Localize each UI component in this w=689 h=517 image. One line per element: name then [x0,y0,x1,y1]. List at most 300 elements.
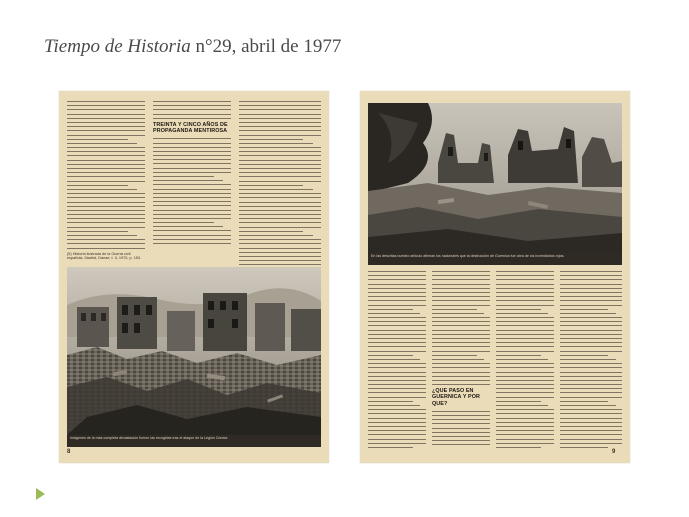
text-line [153,193,231,194]
text-line [368,321,426,322]
text-line [496,367,554,368]
text-line [368,439,426,440]
ruins-photo-svg [67,267,321,435]
text-line [368,422,426,423]
text-line [496,392,554,393]
text-line [239,218,321,219]
magazine-page-right [360,91,630,463]
text-line [560,351,622,352]
text-line [153,197,231,198]
text-line [368,401,413,402]
text-line [239,206,321,207]
text-line [368,279,426,280]
text-line [368,413,426,414]
text-line [67,176,145,177]
text-line [432,411,490,412]
text-line [239,172,321,173]
text-line [239,239,321,240]
text-line [67,160,145,161]
slide-title-rest: n°29, abril de 1977 [190,36,342,57]
text-line [496,447,541,448]
text-line [432,440,490,441]
text-line [432,338,490,339]
text-line [560,309,608,310]
text-line [67,181,145,182]
text-line [560,388,622,389]
text-line [432,346,490,347]
text-line [560,284,622,285]
text-line [153,176,214,177]
text-line [560,384,622,385]
text-line [560,405,616,406]
right-page-number: 9 [612,449,616,455]
text-line [496,342,554,343]
text-line [153,151,231,152]
text-line [432,317,490,318]
text-line [67,235,137,236]
text-line [432,423,490,424]
text-line [368,288,426,289]
text-line [153,172,231,173]
text-line [496,372,554,373]
left-photo-caption: Imágenes de la más completa devastación fueron las recogidas tras el ataque de la Legión Cóndor. [67,435,321,447]
text-line [153,180,223,181]
text-line [153,159,231,160]
text-line [496,413,554,414]
text-line [496,405,548,406]
text-line [560,296,622,297]
text-line [560,418,622,419]
text-line [153,201,231,202]
text-line [496,388,554,389]
text-line [432,428,490,429]
text-line [67,214,145,215]
text-line [67,164,145,165]
text-line [239,126,321,127]
right-page-heading: ¿QUE PASO EN GUERNICA Y POR QUE? [432,388,481,407]
text-line [560,346,622,347]
text-line [239,155,321,156]
text-line [239,189,313,190]
text-line [239,130,321,131]
text-line [239,122,321,123]
text-line [67,222,145,223]
text-line [368,309,413,310]
left-column-1-text [67,101,145,249]
text-line [239,176,321,177]
text-line [239,143,313,144]
text-line [153,143,231,144]
text-line [368,346,426,347]
text-line [67,109,145,110]
text-line [496,351,554,352]
text-line [560,363,622,364]
text-line [560,292,622,293]
text-line [496,284,554,285]
text-line [239,210,321,211]
text-line [560,447,608,448]
text-line [368,367,426,368]
text-line [560,439,622,440]
text-line [239,185,303,186]
text-line [368,275,426,276]
text-line [368,418,426,419]
text-line [368,330,426,331]
text-line [67,197,145,198]
text-line [560,288,622,289]
text-line [368,409,426,410]
text-line [67,135,145,136]
text-line [432,415,490,416]
text-line [67,206,145,207]
text-line [368,284,426,285]
text-line [560,317,622,318]
text-line [67,147,145,148]
text-line [153,114,231,115]
text-line [496,422,554,423]
text-line [368,271,426,272]
right-column-4-text [560,271,622,448]
text-line [368,363,426,364]
text-line [153,109,231,110]
text-line [153,138,231,139]
text-line [239,231,303,232]
text-line [432,444,490,445]
text-line [368,292,426,293]
text-line [153,205,231,206]
text-line [560,305,622,306]
text-line [432,380,490,381]
text-line [153,243,231,244]
text-line [239,147,321,148]
text-line [560,380,622,381]
text-line [67,118,145,119]
text-line [239,214,321,215]
text-line [153,168,231,169]
text-line [239,197,321,198]
text-line [496,338,554,339]
text-line [560,426,622,427]
text-line [67,139,128,140]
text-line [239,114,321,115]
right-column-1-text [368,271,426,448]
text-line [67,105,145,106]
right-page-column-2 [432,271,490,449]
text-line [67,151,145,152]
text-line [368,305,426,306]
text-line [496,418,554,419]
text-line [153,226,223,227]
text-line [432,296,490,297]
text-line [239,164,321,165]
text-line [368,426,426,427]
text-line [67,227,145,228]
right-page-column-1 [368,271,426,451]
text-line [496,376,554,377]
text-line [368,325,426,326]
text-line [239,101,321,102]
text-line [496,439,554,440]
left-page-footnote: (5) Historia ilustrada de la Guerra civil española, Madrid, Danae, t. II, 1970, p. 153. [67,251,142,261]
text-line [432,305,490,306]
text-line [496,355,541,356]
text-line [67,218,145,219]
text-line [239,151,321,152]
text-line [153,214,231,215]
text-line [496,397,554,398]
text-line [432,292,490,293]
text-line [496,384,554,385]
text-line [560,271,622,272]
text-line [560,321,622,322]
text-line [496,359,548,360]
text-line [368,380,426,381]
text-line [67,155,145,156]
ruins-photo-svg-right [368,103,622,253]
text-line [496,426,554,427]
text-line [496,363,554,364]
text-line [432,355,477,356]
text-line [67,114,145,115]
text-line [432,372,490,373]
text-line [432,351,490,352]
text-line [153,218,231,219]
text-line [67,122,145,123]
text-line [560,334,622,335]
text-line [368,342,426,343]
left-column-3-text [239,101,321,265]
text-line [368,447,413,448]
text-line [496,275,554,276]
text-line [368,434,426,435]
text-line [432,321,490,322]
text-line [560,342,622,343]
text-line [239,139,303,140]
text-line [496,321,554,322]
text-line [239,264,321,265]
text-line [432,432,490,433]
text-line [432,279,490,280]
text-line [67,202,145,203]
text-line [239,118,321,119]
text-line [368,351,426,352]
text-line [496,317,554,318]
text-line [560,313,616,314]
right-photo-caption: En las descritas nuestro artículo afirman los nacionales que la destrucción de Guernica fue obra de los incendiarios rojos. [368,253,622,265]
text-line [496,296,554,297]
text-line [153,147,231,148]
text-line [239,168,321,169]
text-line [67,189,137,190]
text-line [67,168,145,169]
text-line [153,239,231,240]
text-line [432,300,490,301]
text-line [239,105,321,106]
text-line [368,372,426,373]
text-line [432,313,484,314]
text-line [153,105,231,106]
text-line [432,288,490,289]
text-line [239,256,321,257]
text-line [368,338,426,339]
text-line [560,422,622,423]
slide-nav-triangle-icon [36,488,45,500]
right-column-2-text-a [432,271,490,385]
text-line [368,443,426,444]
text-line [239,243,321,244]
text-line [153,163,231,164]
text-line [560,330,622,331]
text-line [432,275,490,276]
text-line [496,346,554,347]
text-line [368,384,426,385]
text-line [368,430,426,431]
right-page-column-4 [560,271,622,451]
text-line [560,430,622,431]
left-page-number: 8 [67,449,71,455]
text-line [368,397,426,398]
text-line [368,313,420,314]
text-line [560,434,622,435]
text-line [153,118,231,119]
text-line [432,334,490,335]
text-line [496,313,548,314]
text-line [432,384,490,385]
text-line [239,202,321,203]
text-line [432,436,490,437]
magazine-page-left [59,91,329,463]
text-line [239,160,321,161]
text-line [560,359,616,360]
text-line [560,355,608,356]
text-line [153,184,231,185]
text-line [496,409,554,410]
text-line [432,376,490,377]
text-line [496,279,554,280]
text-line [432,284,490,285]
text-line [560,392,622,393]
text-line [153,189,231,190]
text-line [239,135,321,136]
text-line [432,309,477,310]
left-page-column-3 [239,101,321,269]
text-line [496,401,541,402]
text-line [496,430,554,431]
text-line [560,279,622,280]
left-page-column-1 [67,101,145,261]
text-line [153,210,231,211]
text-line [153,101,231,102]
text-line [560,397,622,398]
text-line [432,367,490,368]
text-line [67,243,145,244]
text-line [67,130,145,131]
text-line [496,300,554,301]
text-line [239,260,321,261]
text-line [560,300,622,301]
text-line [496,288,554,289]
text-line [432,325,490,326]
text-line [496,305,554,306]
left-column-2-text-a [153,101,231,119]
text-line [153,222,214,223]
text-line [496,334,554,335]
guernica-ruins-photo-right [368,103,622,253]
text-line [496,325,554,326]
text-line [67,172,145,173]
text-line [239,235,313,236]
text-line [560,367,622,368]
guernica-ruins-photo-left [67,267,321,435]
text-line [67,193,145,194]
text-line [67,248,145,249]
right-column-2-text-b [432,411,490,446]
text-line [560,275,622,276]
text-line [560,401,608,402]
text-line [560,372,622,373]
text-line [239,181,321,182]
text-line [560,376,622,377]
left-column-2-text-b [153,138,231,244]
text-line [368,334,426,335]
text-line [67,231,128,232]
slide-title [44,36,341,58]
text-line [239,227,321,228]
text-line [67,126,145,127]
text-line [239,222,321,223]
text-line [432,363,490,364]
text-line [496,443,554,444]
text-line [560,413,622,414]
text-line [560,443,622,444]
slide-title-italic: Tiempo de Historia [44,36,191,57]
text-line [153,155,231,156]
text-line [496,434,554,435]
text-line [496,380,554,381]
text-line [239,248,321,249]
left-page-heading: TREINTA Y CINCO AÑOS DE PROPAGANDA MENTIROSA [153,121,228,135]
text-line [496,309,541,310]
text-line [432,359,484,360]
text-line [560,325,622,326]
text-line [432,419,490,420]
text-line [153,235,231,236]
text-line [239,109,321,110]
text-line [67,210,145,211]
text-line [560,338,622,339]
text-line [67,239,145,240]
text-line [496,330,554,331]
text-line [432,342,490,343]
text-line [67,143,137,144]
left-page-column-2 [153,101,231,247]
right-page-column-3 [496,271,554,451]
text-line [496,292,554,293]
text-line [239,252,321,253]
text-line [368,296,426,297]
text-line [67,185,128,186]
text-line [368,388,426,389]
right-column-3-text [496,271,554,448]
text-line [368,317,426,318]
text-line [432,330,490,331]
text-line [496,271,554,272]
text-line [67,101,145,102]
text-line [368,392,426,393]
text-line [368,405,420,406]
text-line [432,271,490,272]
text-line [368,300,426,301]
